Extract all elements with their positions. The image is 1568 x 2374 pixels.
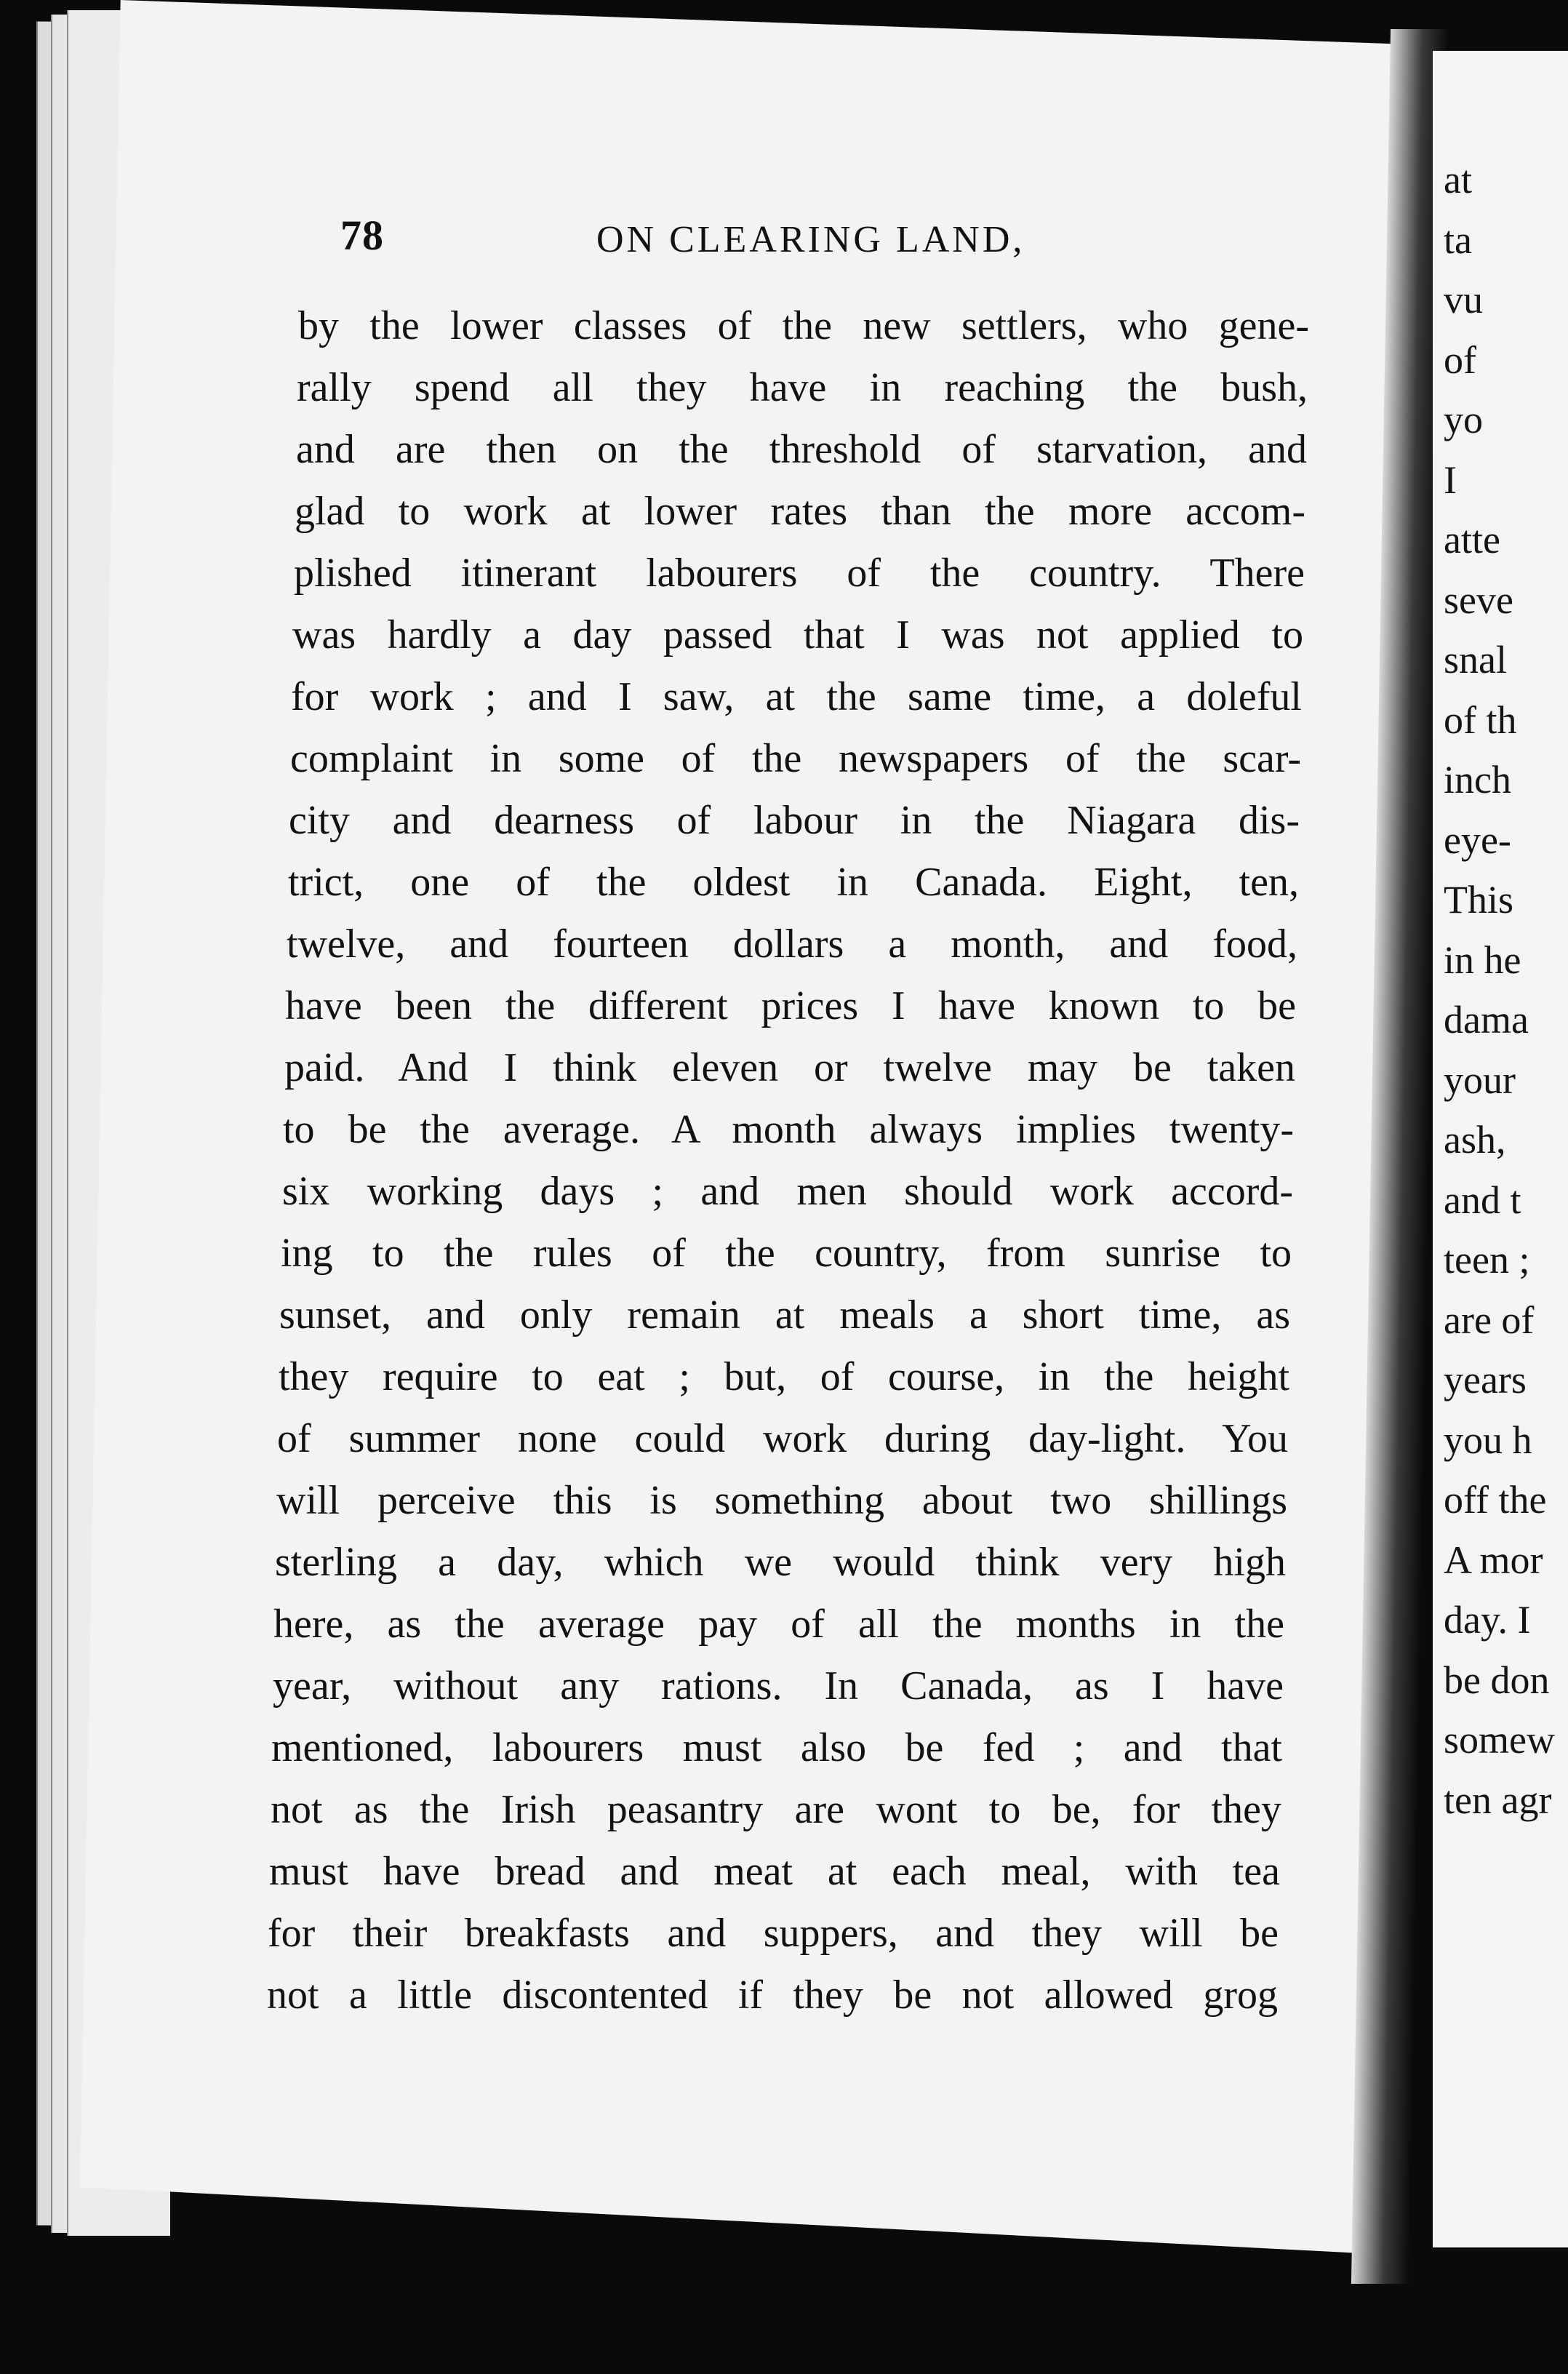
right-page-fragment: day. I xyxy=(1444,1598,1531,1642)
text-line: have been the different prices I have known to be xyxy=(285,983,1296,1028)
right-page-fragment: at xyxy=(1444,158,1472,201)
right-page-fragment: ash, xyxy=(1444,1118,1506,1162)
right-page-fragment: in he xyxy=(1444,938,1521,982)
right-page-fragment: somew xyxy=(1444,1718,1555,1762)
right-page-fragment: eye- xyxy=(1444,818,1511,862)
right-page-fragment: and t xyxy=(1444,1178,1521,1222)
right-page xyxy=(1433,51,1568,2247)
text-line: and are then on the threshold of starvation, and xyxy=(296,427,1307,472)
right-page-fragment: I xyxy=(1444,457,1457,502)
text-line: not a little discontented if they be not allowed grog xyxy=(267,1973,1278,2018)
right-page-fragment: teen ; xyxy=(1444,1238,1530,1282)
right-page-fragment: are of xyxy=(1444,1298,1535,1342)
page-number: 78 xyxy=(340,212,384,259)
text-line: for their breakfasts and suppers, and they will be xyxy=(268,1911,1279,1956)
text-line: by the lower classes of the new settlers, who gene- xyxy=(298,303,1309,348)
text-line: will perceive this is something about two shillings xyxy=(276,1478,1287,1523)
text-line: year, without any rations. In Canada, as I have xyxy=(273,1663,1284,1708)
text-line: trict, one of the oldest in Canada. Eight, ten, xyxy=(288,860,1299,905)
text-line: sterling a day, which we would think very high xyxy=(275,1540,1286,1585)
right-page-fragment: inch xyxy=(1444,758,1511,802)
text-line: glad to work at lower rates than the more accom- xyxy=(295,489,1305,534)
right-page-fragment: ten agr xyxy=(1444,1778,1552,1822)
right-page-fragment: off the xyxy=(1444,1478,1547,1522)
text-line: here, as the average pay of all the months in the xyxy=(273,1602,1284,1647)
text-line: for work ; and I saw, at the same time, a doleful xyxy=(291,674,1302,719)
right-page-fragment: snal xyxy=(1444,638,1507,682)
text-line: plished itinerant labourers of the country. There xyxy=(294,551,1305,596)
text-line: ing to the rules of the country, from sunrise to xyxy=(281,1231,1292,1276)
right-page-fragment: yo xyxy=(1444,398,1483,441)
text-line: of summer none could work during day-light. You xyxy=(277,1416,1288,1461)
text-line: sunset, and only remain at meals a short time, as xyxy=(279,1292,1290,1338)
text-line: must have bread and meat at each meal, with tea xyxy=(269,1849,1280,1894)
text-line: six working days ; and men should work accord- xyxy=(282,1169,1293,1214)
text-line: complaint in some of the newspapers of the scar- xyxy=(290,736,1301,781)
text-line: to be the average. A month always implies twenty- xyxy=(283,1107,1294,1152)
right-page-fragment: of th xyxy=(1444,698,1517,742)
right-page-fragment: atte xyxy=(1444,518,1500,561)
text-line: not as the Irish peasantry are wont to be, for they xyxy=(271,1787,1281,1832)
text-line: paid. And I think eleven or twelve may be taken xyxy=(284,1045,1295,1090)
right-page-fragment: This xyxy=(1444,878,1514,922)
text-line: was hardly a day passed that I was not applied to xyxy=(292,612,1303,658)
right-page-fragment: be don xyxy=(1444,1658,1550,1702)
right-page-fragment: of xyxy=(1444,337,1476,382)
right-page-fragment: ta xyxy=(1444,217,1472,262)
right-page-fragment: seve xyxy=(1444,577,1513,622)
right-page-fragment: vu xyxy=(1444,278,1483,321)
text-line: they require to eat ; but, of course, in the height xyxy=(279,1354,1289,1399)
right-page-fragment: you h xyxy=(1444,1418,1532,1462)
text-line: rally spend all they have in reaching the bush, xyxy=(297,365,1308,410)
running-head: ON CLEARING LAND, xyxy=(596,219,1025,260)
right-page-fragment: years xyxy=(1444,1358,1527,1402)
text-line: twelve, and fourteen dollars a month, and food, xyxy=(287,922,1297,967)
right-page-fragment: dama xyxy=(1444,998,1529,1042)
text-line: mentioned, labourers must also be fed ; and that xyxy=(271,1725,1282,1770)
text-line: city and dearness of labour in the Niagara dis- xyxy=(289,798,1300,843)
right-page-fragment: your xyxy=(1444,1058,1516,1102)
right-page-fragment: A mor xyxy=(1444,1538,1543,1582)
